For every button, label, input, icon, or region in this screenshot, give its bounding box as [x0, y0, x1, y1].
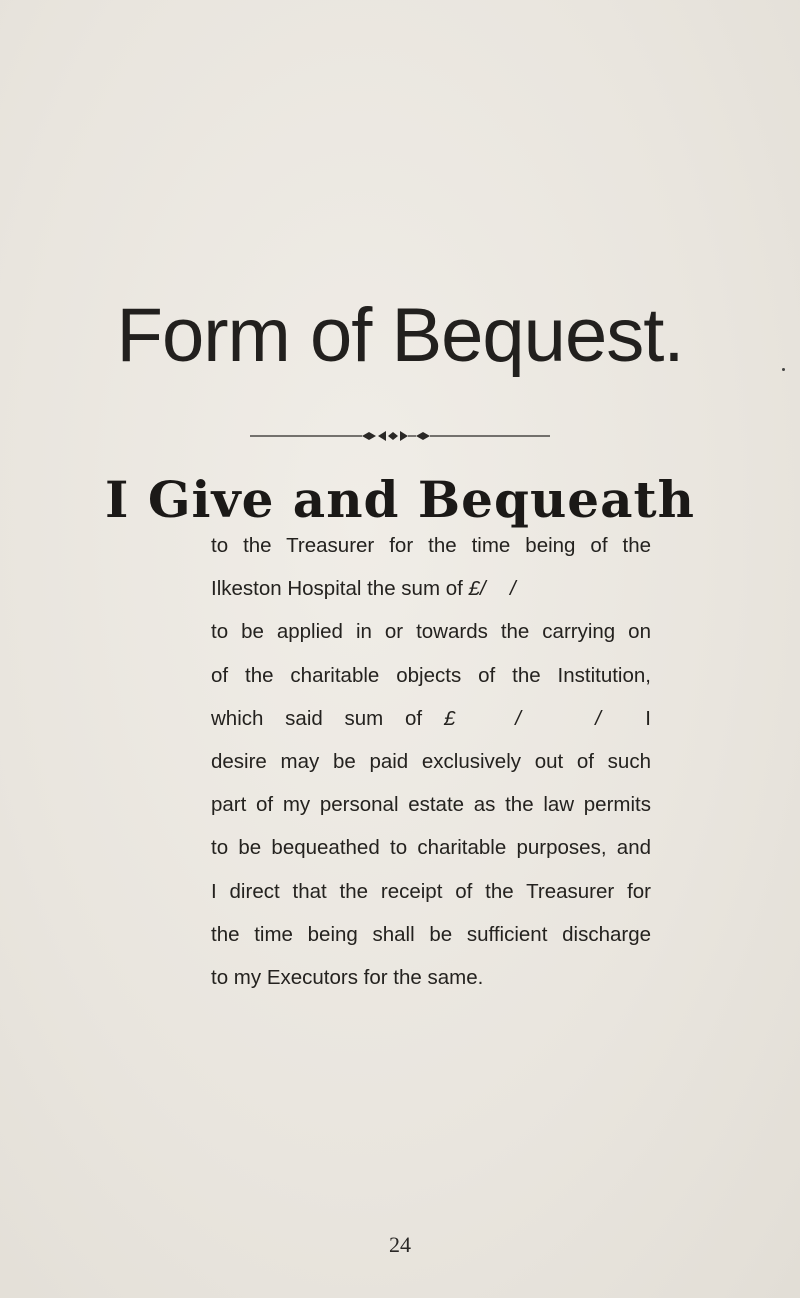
text-line: I direct that the receipt of the Treasurer for [211, 879, 651, 903]
blank-separator: / [515, 706, 521, 730]
bequest-text [211, 524, 651, 999]
pound-sign: £ [443, 706, 456, 730]
bequest-heading: I Give and Bequeath [105, 470, 695, 529]
pound-sign: £ [468, 577, 480, 601]
text-line [211, 567, 651, 610]
blank-separator: / [479, 577, 486, 601]
page-speck [782, 368, 785, 371]
text-line: to the Treasurer for the time being of the [211, 534, 651, 557]
page-title: Form of Bequest. [116, 293, 684, 378]
text-line [211, 697, 651, 740]
blank-separator: / [509, 577, 516, 601]
text-segment: which said sum of [211, 706, 423, 730]
text-line: of the charitable objects of the Institution, [211, 663, 651, 687]
text-segment: I [645, 706, 651, 730]
page-number: 24 [389, 1232, 411, 1257]
text-line: the time being shall be sufficient discharge [211, 922, 651, 946]
text-line: to be applied in or towards the carrying on [211, 620, 651, 644]
text-line: part of my personal estate as the law permits [211, 793, 651, 817]
text-line: desire may be paid exclusively out of such [211, 750, 651, 774]
blank-separator: / [595, 706, 601, 730]
text-line: to be bequeathed to charitable purposes, and [211, 836, 651, 860]
text-line: to my Executors for the same. [211, 966, 484, 990]
text-segment: Ilkeston Hospital the sum of [211, 577, 463, 601]
ornament-divider [250, 426, 550, 446]
